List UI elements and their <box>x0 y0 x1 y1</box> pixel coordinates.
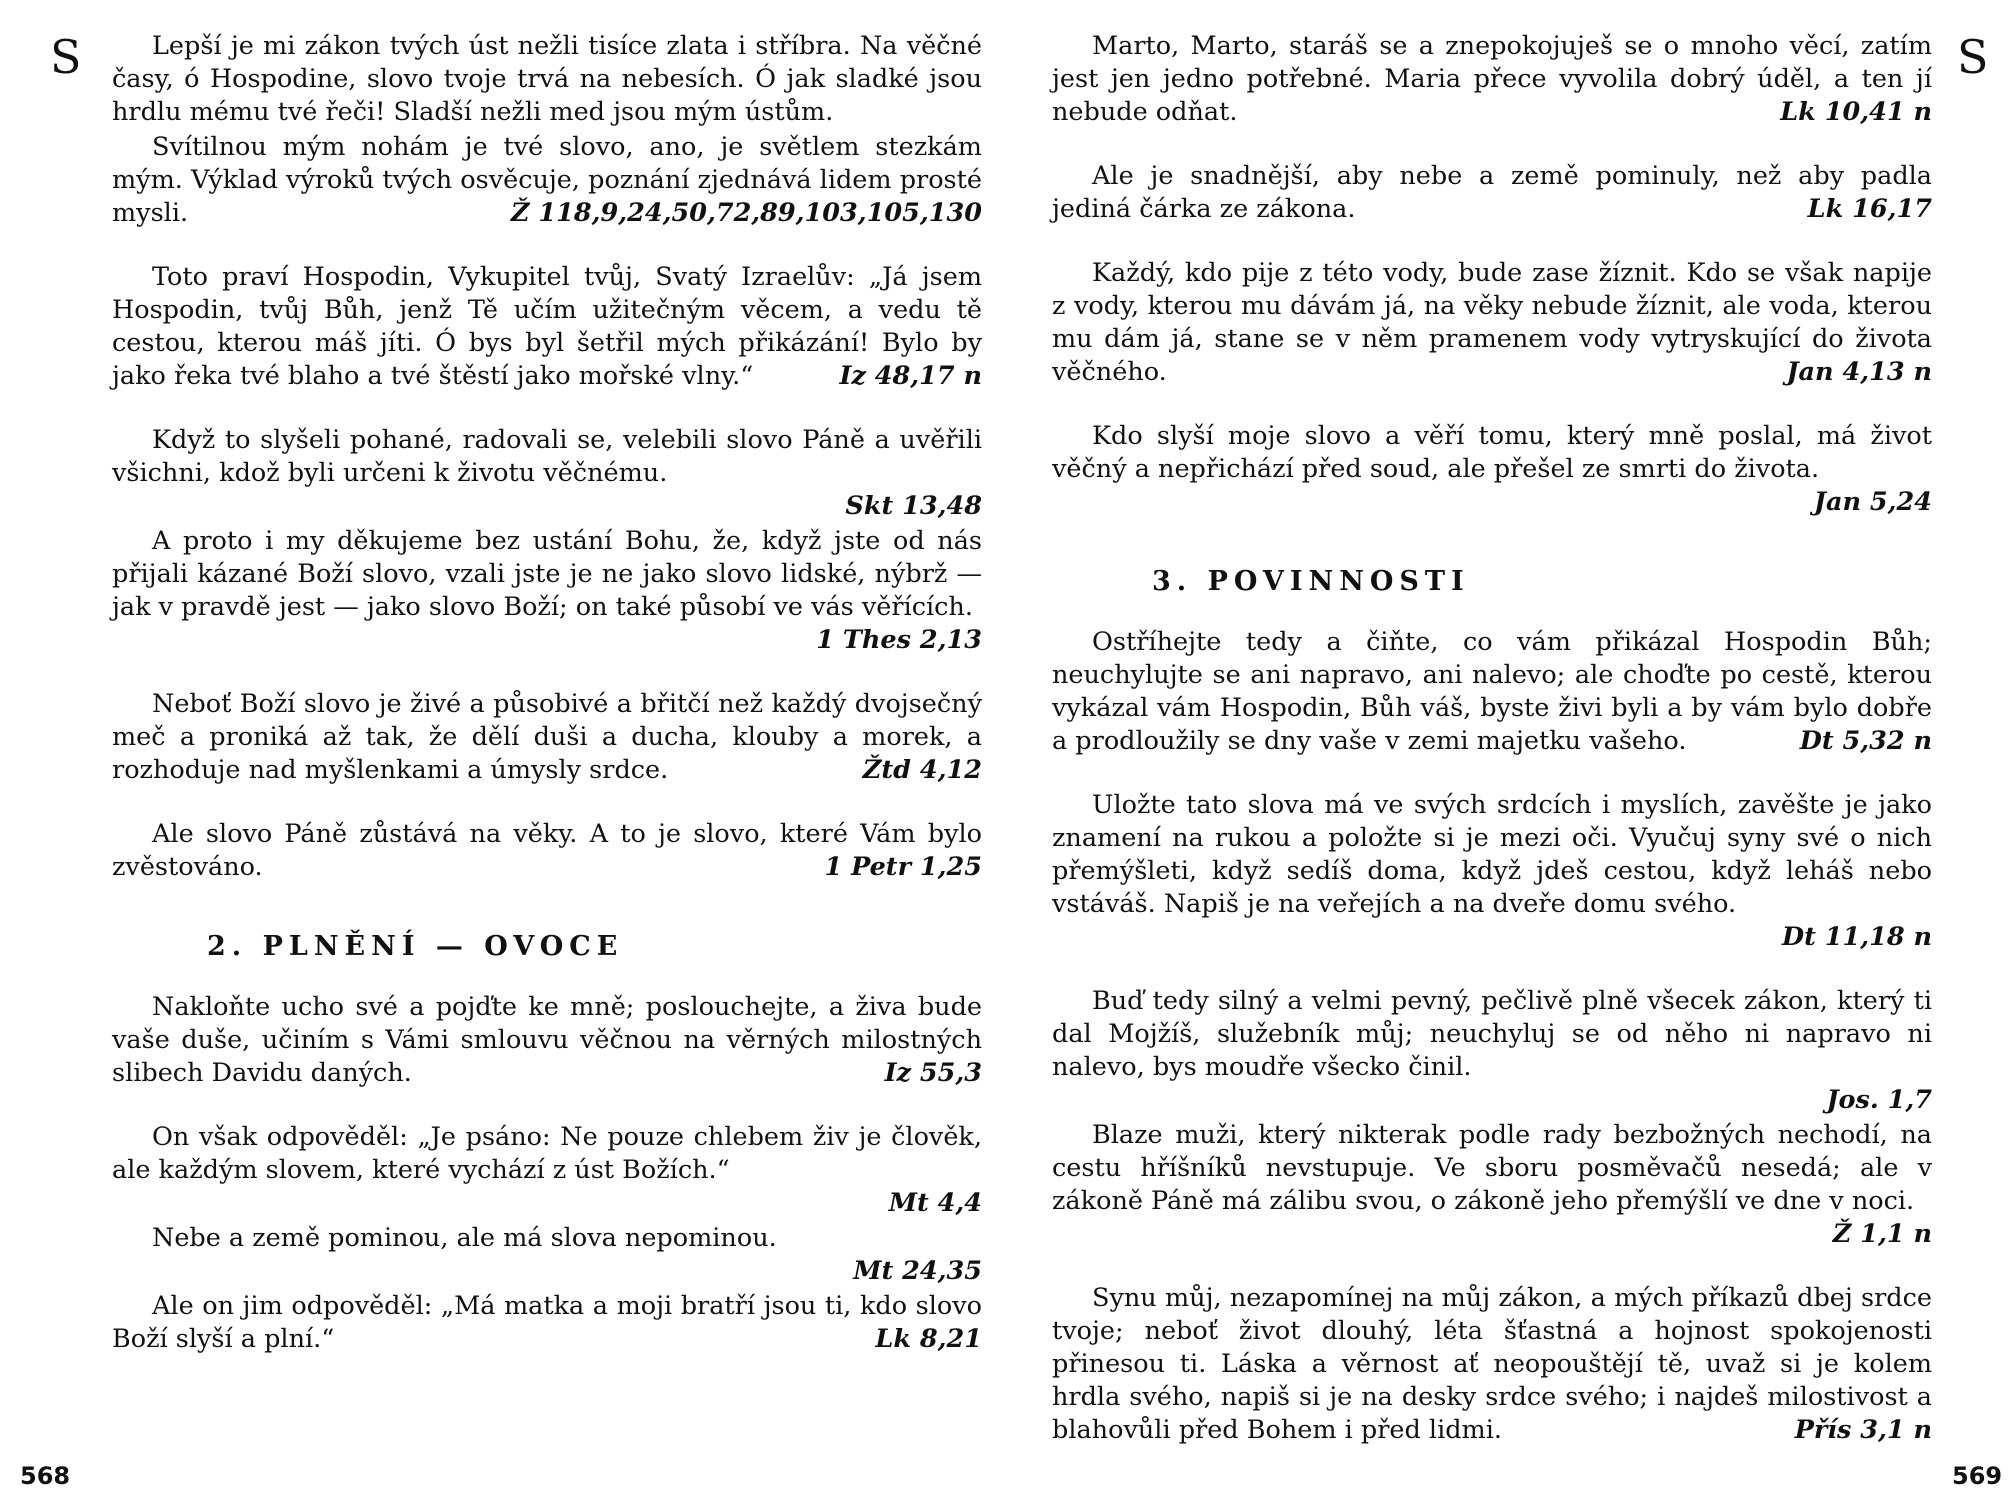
section-heading: 2. PLNĚNÍ — OVOCE <box>207 931 624 962</box>
verse-reference: Skt 13,48 <box>845 491 982 521</box>
verse-reference: Jos. 1,7 <box>1826 1085 1932 1115</box>
right-page <box>1007 0 2014 1501</box>
verse-reference: Mt 24,35 <box>853 1256 982 1286</box>
verse <box>1052 30 1932 129</box>
verse-text: Buď tedy silný a velmi pevný, pečlivě plně všecek zákon, který ti dal Mojžíš, služebník můj; neuchyluj se od něho ni napravo ni nalevo, bys moudře všecko činil. <box>1052 986 1932 1082</box>
verse <box>112 261 982 393</box>
verse <box>112 525 982 657</box>
verse-reference: Ž 118,9,24,50,72,89,103,105,130 <box>510 198 982 228</box>
margin-letter: S <box>1957 30 1989 84</box>
verse <box>112 131 982 230</box>
verse <box>1052 1119 1932 1251</box>
verse <box>112 424 982 523</box>
verse-text: Nakloňte ucho své a pojďte ke mně; poslouchejte, a živa bude vaše duše, učiním s Vámi smlouvu věčnou na věrných milostných slibech Davidu daných. Iz 55,3 <box>112 992 982 1088</box>
verse-reference: 1 Thes 2,13 <box>816 625 982 655</box>
verse <box>112 818 982 884</box>
verse-text: Když to slyšeli pohané, radovali se, velebili slovo Páně a uvěřili všichni, kdož byli určeni k životu věčnému. <box>112 425 982 488</box>
verse <box>112 30 982 129</box>
verse <box>1052 160 1932 226</box>
verse <box>112 1222 982 1288</box>
verse-text: Ostříhejte tedy a čiňte, co vám přikázal Hospodin Bůh; neuchylujte se ani napravo, ani nalevo; ale choďte po cestě, kterou vykázal vám Hospodin, Bůh váš, byste živi byli a by vám bylo dobře a prodloužily se dny vaše v zemi majetku vašeho. Dt 5,32 n <box>1052 627 1932 756</box>
verse-text: Neboť Boží slovo je živé a působivé a břitčí než každý dvojsečný meč a proniká až tak, že dělí duši a ducha, klouby a morek, a rozhoduje nad myšlenkami a úmysly srdce. Žtd 4,12 <box>112 689 982 785</box>
verse-text: Toto praví Hospodin, Vykupitel tvůj, Svatý Izraelův: „Já jsem Hospodin, tvůj Bůh, jenž Tě učím užitečným věcem, a vedu tě cestou, kterou máš jíti. Ó bys byl šetřil mých přikázání! Bylo by jako řeka tvé blaho a tvé štěstí jako mořské vlny.“ Iz 48,17 n <box>112 262 982 391</box>
right-column <box>1052 30 1932 1478</box>
left-column <box>112 30 982 1387</box>
verse <box>112 1121 982 1220</box>
verse-reference: Ž 1,1 n <box>1832 1219 1932 1249</box>
verse <box>112 688 982 787</box>
verse <box>112 991 982 1090</box>
page-number: 568 <box>20 1462 71 1490</box>
verse-reference: Lk 16,17 <box>1807 194 1932 224</box>
verse-text: Ale on jim odpověděl: „Má matka a moji bratří jsou ti, kdo slovo Boží slyší a plní.“ Lk 8,21 <box>112 1291 982 1354</box>
verse-reference: Žtd 4,12 <box>862 755 982 785</box>
verse-text: Ale je snadnější, aby nebe a země pominuly, než aby padla jediná čárka ze zákona. Lk 16,17 <box>1052 161 1932 224</box>
verse-reference: 1 Petr 1,25 <box>824 852 982 882</box>
verse-reference: Jan 5,24 <box>1813 487 1932 517</box>
verse-text: Nebe a země pominou, ale má slova nepominou. <box>152 1223 777 1253</box>
verse <box>1052 420 1932 519</box>
verse-text: On však odpověděl: „Je psáno: Ne pouze chlebem živ je člověk, ale každým slovem, které vychází z úst Božích.“ <box>112 1122 982 1185</box>
verse-text: Ale slovo Páně zůstává na věky. A to je slovo, které Vám bylo zvěstováno. 1 Petr 1,25 <box>112 819 982 882</box>
verse <box>1052 626 1932 758</box>
verse-reference: Lk 10,41 n <box>1780 97 1932 127</box>
verse-text: Blaze muži, který nikterak podle rady bezbožných nechodí, na cestu hříšníků nevstupuje. Ve sboru posměvačů nesedá; ale v zákoně Páně má zálibu svou, o zákoně jeho přemýšlí ve dne v noci. Ž 1,1 n <box>1052 1120 1932 1249</box>
verse-reference: Mt 4,4 <box>888 1188 982 1218</box>
verse-reference: Dt 11,18 n <box>1781 922 1932 952</box>
verse-text: Kdo slyší moje slovo a věří tomu, který mně poslal, má život věčný a nepřichází před soud, ale přešel ze smrti do života. Jan 5,24 <box>1052 421 1932 517</box>
verse-text: Svítilnou mým nohám je tvé slovo, ano, je světlem stezkám mým. Výklad výroků tvých osvěcuje, poznání zjednává lidem prosté mysli. Ž 118,9,24,50,72,89,103,105,130 <box>112 132 982 228</box>
verse-reference: Iz 48,17 n <box>839 361 982 391</box>
verse-text: A proto i my děkujeme bez ustání Bohu, že, když jste od nás přijali kázané Boží slovo, vzali jste je ne jako slovo lidské, nýbrž — jak v pravdě jest — jako slovo Boží; on také působí ve vás věřících. 1 Thes 2,13 <box>112 526 982 655</box>
verse-text: Každý, kdo pije z této vody, bude zase žíznit. Kdo se však napije z vody, kterou mu dávám já, na věky nebude žíznit, ale voda, kterou mu dám já, stane se v něm pramenem vody vytryskující do života věčného. Jan 4,13 n <box>1052 258 1932 387</box>
verse <box>1052 985 1932 1117</box>
verse <box>1052 789 1932 954</box>
page-number: 569 <box>1952 1462 2003 1490</box>
verse <box>1052 257 1932 389</box>
verse-text: Synu můj, nezapomínej na můj zákon, a mých příkazů dbej srdce tvoje; neboť život dlouhý, léta šťastná a hojnost spokojenosti přinesou ti. Láska a věrnost ať neopouštějí tě, uvaž si je kolem hrdla svého, napiš si je na desky srdce svého; i najdeš milostivost a blahovůli před Bohem i před lidmi. Přís 3,1 n <box>1052 1283 1932 1445</box>
verse-text: Lepší je mi zákon tvých úst nežli tisíce zlata i stříbra. Na věčné časy, ó Hospodine, slovo tvoje trvá na nebesích. Ó jak sladké jsou hrdlu mému tvé řeči! Sladší nežli med jsou mým ústům. <box>112 31 982 127</box>
verse-text: Uložte tato slova má ve svých srdcích i myslích, zavěšte je jako znamení na rukou a položte si je mezi oči. Vyučuj syny své o nich přemýšleti, když sedíš doma, když jdeš cestou, když leháš nebo vstáváš. Napiš je na veřejích a na dveře domu svého. Dt 11,18 n <box>1052 790 1932 952</box>
verse-reference: Přís 3,1 n <box>1794 1415 1932 1445</box>
verse-reference: Iz 55,3 <box>884 1058 982 1088</box>
section-heading: 3. POVINNOSTI <box>1152 566 1470 597</box>
verse-reference: Lk 8,21 <box>875 1324 982 1354</box>
verse-text: Marto, Marto, staráš se a znepokojuješ se o mnoho věcí, zatím jest jen jedno potřebné. Maria přece vyvolila dobrý úděl, a ten jí nebude odňat. Lk 10,41 n <box>1052 31 1932 127</box>
verse <box>1052 1282 1932 1447</box>
verse-reference: Dt 5,32 n <box>1799 726 1932 756</box>
verse <box>112 1290 982 1356</box>
margin-letter: S <box>50 30 82 84</box>
verse-reference: Jan 4,13 n <box>1786 357 1932 387</box>
